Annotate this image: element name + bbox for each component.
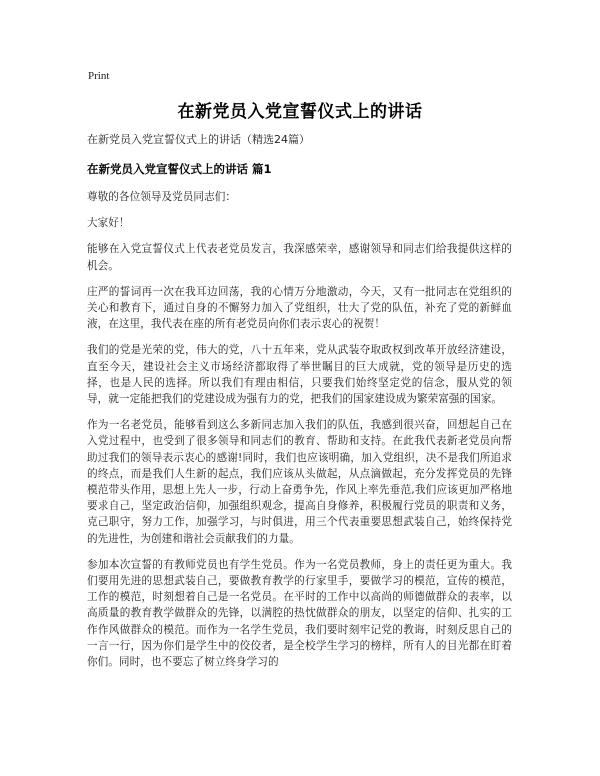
body-paragraph: 作为一名老党员，能够看到这么多新同志加入我们的队伍，我感到很兴奋，回想起自己在入党过程中，也受到了很多领导和同志们的教育、帮助和支持。在此我代表新老党员向帮助过我们的领导表示衷心的感谢!同时，我们也应该明确，加入党组织，决不是我们所追求的终点，而是我们人生新的起点，我们应该从头做起，从点滴做起，充分发挥党员的先锋模范带头作用，思想上先人一步，行动上奋勇争先，作风上率先垂范,我们应该更加严格地要求自己，坚定政治信仰，加强组织观念，提高自身修养，积极履行党员的职责和义务，克己职守，努力工作，加强学习，与时俱进，用三个代表重要思想武装自己，始终保持党的先进性，为创建和谐社会贡献我们的力量。 xyxy=(87,419,512,545)
print-label[interactable]: Print xyxy=(88,70,110,82)
body-paragraph: 能够在入党宣誓仪式上代表老党员发言，我深感荣幸，感谢领导和同志们给我提供这样的机会。 xyxy=(87,243,512,272)
section-heading: 在新党员入党宣誓仪式上的讲话 篇1 xyxy=(87,162,272,176)
body-paragraph: 我们的党是光荣的党，伟大的党，八十五年来，党从武装夺取政权到改革开放经济建设，直至今天，建设社会主义市场经济都取得了举世瞩目的巨大成就，党的领导是历史的选择，也是人民的选择。所以我们有理由相信，只要我们始终坚定党的信念，服从党的领导，就一定能把我们的党建设成为强有力的党，把我们的国家建设成为繁荣富强的国家。 xyxy=(87,344,512,406)
document-subtitle: 在新党员入党宣誓仪式上的讲话（精选24篇） xyxy=(87,133,310,146)
greeting-paragraph: 大家好！ xyxy=(87,217,130,230)
salutation-paragraph: 尊敬的各位领导及党员同志们： xyxy=(87,191,237,203)
document-body xyxy=(87,131,512,680)
body-paragraph: 参加本次宣誓的有教师党员也有学生党员。作为一名党员教师，身上的责任更为重大。我们要用先进的思想武装自己，要做教育教学的行家里手，要做学习的模范，宣传的模范，工作的模范，时刻想着自己是一名党员。在平时的工作中以高尚的师德做群众的表率，以高质量的教育教学做群众的先锋，以满腔的热忱做群众的朋友，以坚定的信仰、扎实的工作作风做群众的模范。而作为一名学生党员，我们要时刻牢记党的教诲，时刻反思自己的一言一行，因为你们是学生中的佼佼者，是全校学生学习的榜样，所有人的目光都在盯着你们。同时，也不要忘了树立终身学习的 xyxy=(87,558,512,669)
document-title: 在新党员入党宣誓仪式上的讲话 xyxy=(177,102,423,122)
body-paragraph: 庄严的誓词再一次在我耳边回荡，我的心情万分地激动，今天，又有一批同志在党组织的关心和教育下，通过自身的不懈努力加入了党组织，壮大了党的队伍，补充了党的新鲜血液，在这里，我代表在座的所有老党员向你们表示衷心的祝贺！ xyxy=(87,285,512,331)
